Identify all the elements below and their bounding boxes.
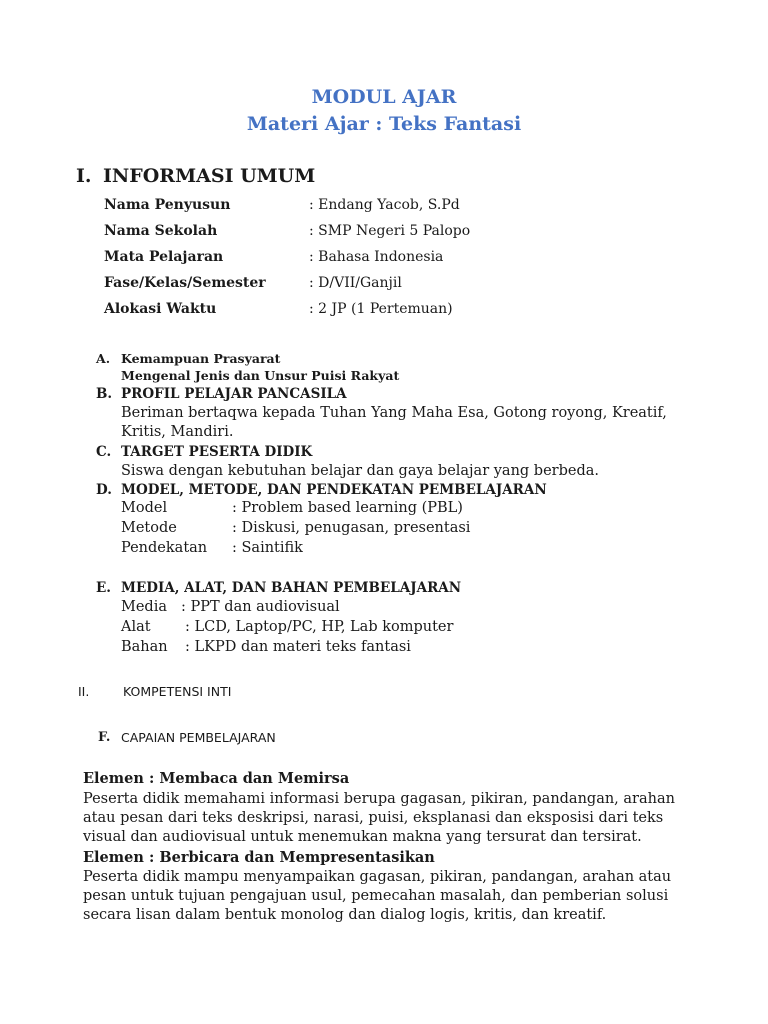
- item-f-letter: F.: [98, 730, 111, 745]
- info-label-mapel: Mata Pelajaran: [104, 249, 224, 265]
- elemen-1-line3: visual dan audiovisual untuk menemukan makna yang tersurat dan tersirat.: [83, 829, 642, 845]
- item-a-letter: A.: [96, 351, 111, 366]
- item-e-label-alat: Alat: [121, 619, 151, 635]
- info-label-alokasi: Alokasi Waktu: [104, 301, 217, 317]
- item-b-line2: Kritis, Mandiri.: [121, 424, 234, 440]
- item-d-label-pendekatan: Pendekatan: [121, 540, 208, 556]
- section-2-title: KOMPETENSI INTI: [123, 684, 232, 699]
- document-title: MODUL AJAR: [311, 86, 457, 108]
- info-value-alokasi: : 2 JP (1 Pertemuan): [309, 301, 453, 317]
- info-value-penyusun: : Endang Yacob, S.Pd: [309, 197, 460, 213]
- info-label-fase: Fase/Kelas/Semester: [104, 275, 266, 291]
- info-label-sekolah: Nama Sekolah: [104, 223, 218, 239]
- item-a-title: Kemampuan Prasyarat: [121, 351, 281, 366]
- section-1-number: I.: [76, 165, 92, 187]
- info-value-fase: : D/VII/Ganjil: [309, 275, 402, 291]
- item-e-value-bahan: : LKPD dan materi teks fantasi: [185, 639, 411, 655]
- item-d-value-pendekatan: : Saintifik: [232, 540, 303, 556]
- elemen-2-title: Elemen : Berbicara dan Mempresentasikan: [83, 849, 435, 866]
- item-d-title: MODEL, METODE, DAN PENDEKATAN PEMBELAJARAN: [121, 482, 547, 498]
- elemen-2-line2: pesan untuk tujuan pengajuan usul, pemecahan masalah, dan pemberian solusi: [83, 888, 669, 904]
- item-d-value-model: : Problem based learning (PBL): [232, 500, 463, 516]
- elemen-1-line1: Peserta didik memahami informasi berupa gagasan, pikiran, pandangan, arahan: [83, 791, 675, 807]
- item-b-letter: B.: [96, 386, 113, 402]
- item-e-title: MEDIA, ALAT, DAN BAHAN PEMBELAJARAN: [121, 580, 462, 596]
- item-c-text: Siswa dengan kebutuhan belajar dan gaya belajar yang berbeda.: [121, 463, 599, 479]
- item-c-title: TARGET PESERTA DIDIK: [121, 444, 313, 460]
- item-d-label-model: Model: [121, 500, 168, 516]
- elemen-1-line2: atau pesan dari teks deskripsi, narasi, puisi, eksplanasi dan eksposisi dari teks: [83, 810, 664, 826]
- section-1-title: INFORMASI UMUM: [103, 165, 316, 187]
- elemen-2-line3: secara lisan dalam bentuk monolog dan dialog logis, kritis, dan kreatif.: [83, 907, 607, 923]
- item-d-letter: D.: [96, 482, 112, 498]
- info-value-mapel: : Bahasa Indonesia: [309, 249, 444, 265]
- item-e-label-media: Media: [121, 599, 167, 615]
- item-b-title: PROFIL PELAJAR PANCASILA: [121, 386, 347, 402]
- item-c-letter: C.: [96, 444, 112, 460]
- item-e-label-bahan: Bahan: [121, 639, 168, 655]
- item-d-label-metode: Metode: [121, 520, 177, 536]
- elemen-2-line1: Peserta didik mampu menyampaikan gagasan, pikiran, pandangan, arahan atau: [83, 869, 672, 885]
- elemen-1-title: Elemen : Membaca dan Memirsa: [83, 770, 350, 787]
- item-b-line1: Beriman bertaqwa kepada Tuhan Yang Maha Esa, Gotong royong, Kreatif,: [121, 405, 667, 421]
- document-subtitle: Materi Ajar : Teks Fantasi: [246, 113, 522, 135]
- item-e-value-media: : PPT dan audiovisual: [181, 599, 340, 615]
- info-value-sekolah: : SMP Negeri 5 Palopo: [309, 223, 471, 239]
- item-a-text: Mengenal Jenis dan Unsur Puisi Rakyat: [121, 368, 400, 383]
- item-e-letter: E.: [96, 580, 111, 596]
- item-f-title: CAPAIAN PEMBELAJARAN: [121, 730, 276, 745]
- info-label-penyusun: Nama Penyusun: [104, 197, 231, 213]
- section-2-number: II.: [78, 684, 90, 699]
- item-d-value-metode: : Diskusi, penugasan, presentasi: [232, 520, 471, 536]
- item-e-value-alat: : LCD, Laptop/PC, HP, Lab komputer: [185, 619, 454, 635]
